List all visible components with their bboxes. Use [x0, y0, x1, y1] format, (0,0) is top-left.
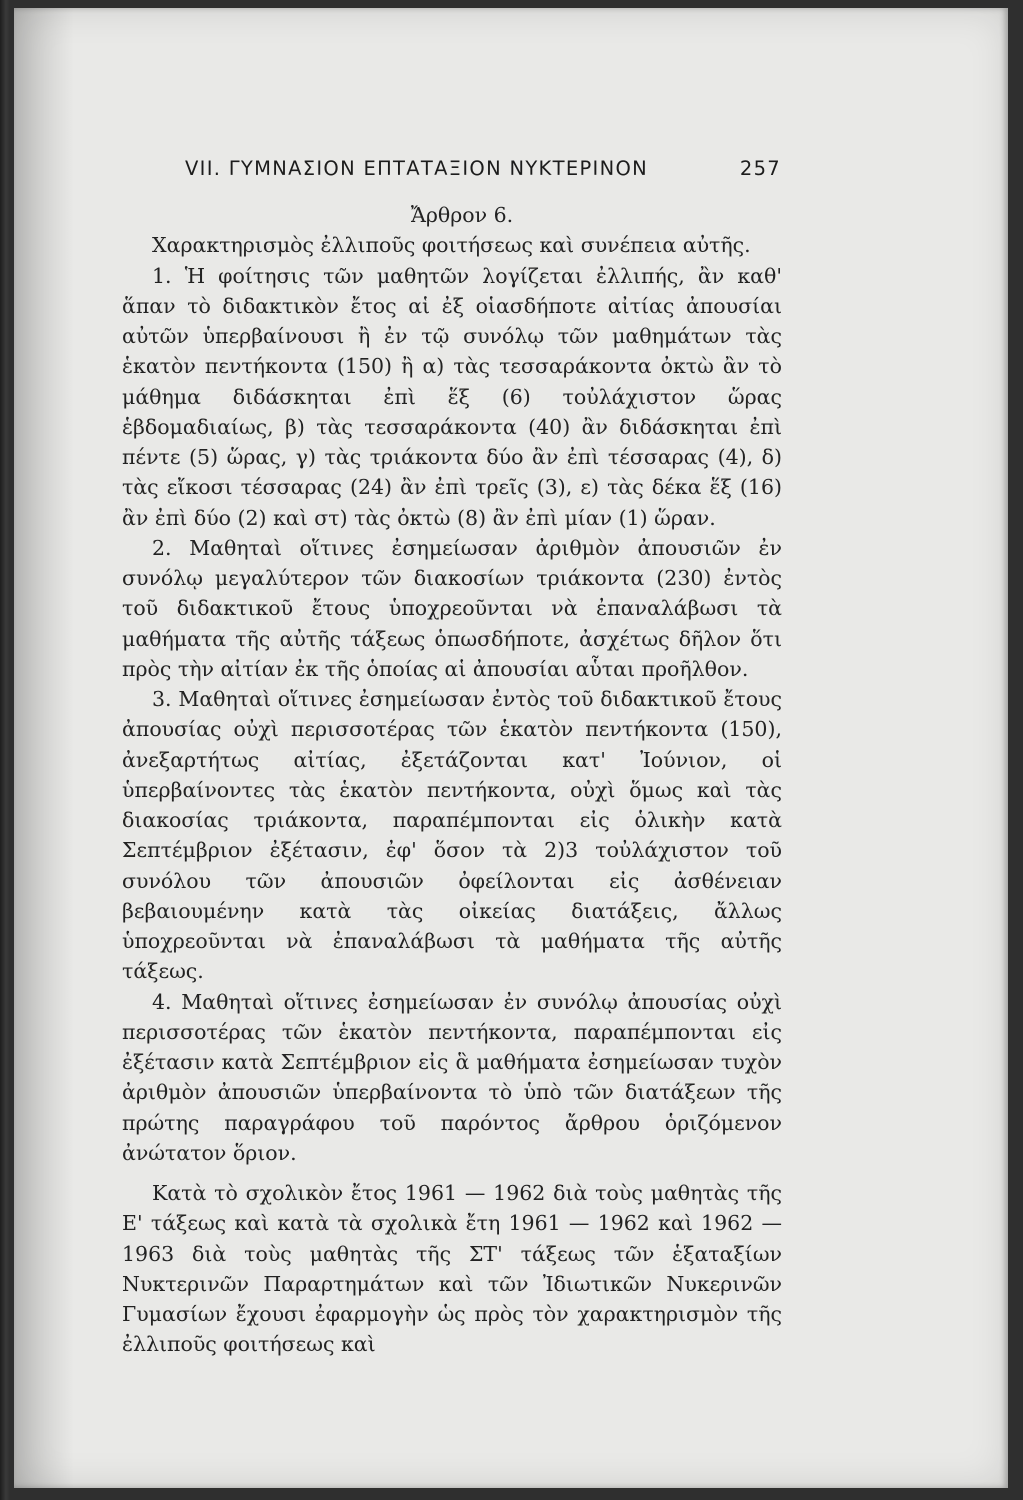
closing-paragraph: Κατὰ τὸ σχολικὸν ἔτος 1961 — 1962 διὰ τοὺς μαθητὰς τῆς Ε' τάξεως καὶ κατὰ τὰ σχολικὰ ἔτη 1961 — 1962 καὶ 1962 — 1963 διὰ τοὺς μαθητὰς τῆς ΣΤ' τάξεως τῶν ἑξαταξίων Νυκτερινῶν Παραρτημάτων καὶ τῶν Ἰδιωτικῶν Νυκερινῶν Γυμασίων ἔχουσι ἐφαρμογὴν ὡς πρὸς τὸν χαρακτηρισμὸν τῆς ἐλλιποῦς φοιτήσεως καὶ: [122, 1181, 782, 1357]
article-intro: Χαρακτηρισμὸς ἐλλιποῦς φοιτήσεως καὶ συνέπεια αὐτῆς.: [152, 233, 751, 258]
paragraph-gap: [122, 1168, 782, 1178]
chapter-title: VII. ΓΥΜΝΑΣΙΟΝ ΕΠΤΑΤΑΞΙΟΝ ΝΥΚΤΕΡΙΝΟΝ: [185, 157, 649, 180]
paragraph-4: 4. Μαθηταὶ οἵτινες ἐσημείωσαν ἐν συνόλῳ ἀπουσίας οὐχὶ περισσοτέρας τῶν ἑκατὸν πεντήκοντα, παραπέμπονται εἰς ἐξέτασιν κατὰ Σεπτέμβριον εἰς ἃ μαθήματα ἐσημείωσαν τυχὸν ἀριθμὸν ἀπουσιῶν ὑπερβαίνοντα τὸ ὑπὸ τῶν διατάξεων τῆς πρώτης παραγράφου τοῦ παρόντος ἄρθρου ὁριζόμενον ἀνώτατον ὅριον.: [122, 989, 782, 1165]
article-body: [122, 200, 782, 1360]
paragraph-3: 3. Μαθηταὶ οἵτινες ἐσημείωσαν ἐντὸς τοῦ διδακτικοῦ ἔτους ἀπουσίας οὐχὶ περισσοτέρας τῶν ἑκατὸν πεντήκοντα (150), ἀνεξαρτήτως αἰτίας, ἐξετάζονται κατ' Ἰούνιον, οἱ ὑπερβαίνοντες τὰς ἑκατὸν πεντήκοντα, οὐχὶ ὅμως καὶ τὰς διακοσίας τριάκοντα, παραπέμπονται εἰς ὁλικὴν κατὰ Σεπτέμβριον ἐξέτασιν, ἐφ' ὅσον τὰ 2)3 τοὐλάχιστον τοῦ συνόλου τῶν ἀπουσιῶν ὀφείλονται εἰς ἀσθένειαν βεβαιουμένην κατὰ τὰς οἰκείας διατάξεις, ἄλλως ὑποχρεοῦνται νὰ ἐπαναλάβωσι τὰ μαθήματα τῆς αὐτῆς τάξεως.: [122, 687, 782, 984]
running-head: [185, 157, 781, 180]
page-number: 257: [739, 157, 781, 180]
article-heading: Ἄρθρον 6.: [410, 203, 514, 227]
paragraph-1: 1. Ἡ φοίτησις τῶν μαθητῶν λογίζεται ἐλλιπής, ἂν καθ' ἅπαν τὸ διδακτικὸν ἔτος αἱ ἐξ οἱασδήποτε αἰτίας ἀπουσίαι αὐτῶν ὑπερβαίνουσι ἢ ἐν τῷ συνόλῳ τῶν μαθημάτων τὰς ἑκατὸν πεντήκοντα (150) ἢ α) τὰς τεσσαράκοντα ὀκτὼ ἂν τὸ μάθημα διδάσκηται ἐπὶ ἕξ (6) τοὐλάχιστον ὥρας ἑβδομαδιαίως, β) τὰς τεσσαράκοντα (40) ἂν διδάσκηται ἐπὶ πέντε (5) ὥρας, γ) τὰς τριάκοντα δύο ἂν ἐπὶ τέσσαρας (4), δ) τὰς εἴκοσι τέσσαρας (24) ἂν ἐπὶ τρεῖς (3), ε) τὰς δέκα ἕξ (16) ἂν ἐπὶ δύο (2) καὶ στ) τὰς ὀκτὼ (8) ἂν ἐπὶ μίαν (1) ὥραν.: [122, 263, 782, 530]
paragraph-2: 2. Μαθηταὶ οἵτινες ἐσημείωσαν ἀριθμὸν ἀπουσιῶν ἐν συνόλῳ μεγαλύτερον τῶν διακοσίων τριάκοντα (230) ἐντὸς τοῦ διδακτικοῦ ἔτους ὑποχρεοῦνται νὰ ἐπαναλάβωσι τὰ μαθήματα τῆς αὐτῆς τάξεως ὁπωσδήποτε, ἀσχέτως δῆλον ὅτι πρὸς τὴν αἰτίαν ἐκ τῆς ὁποίας αἱ ἀπουσίαι αὗται προῆλθον.: [122, 535, 782, 681]
